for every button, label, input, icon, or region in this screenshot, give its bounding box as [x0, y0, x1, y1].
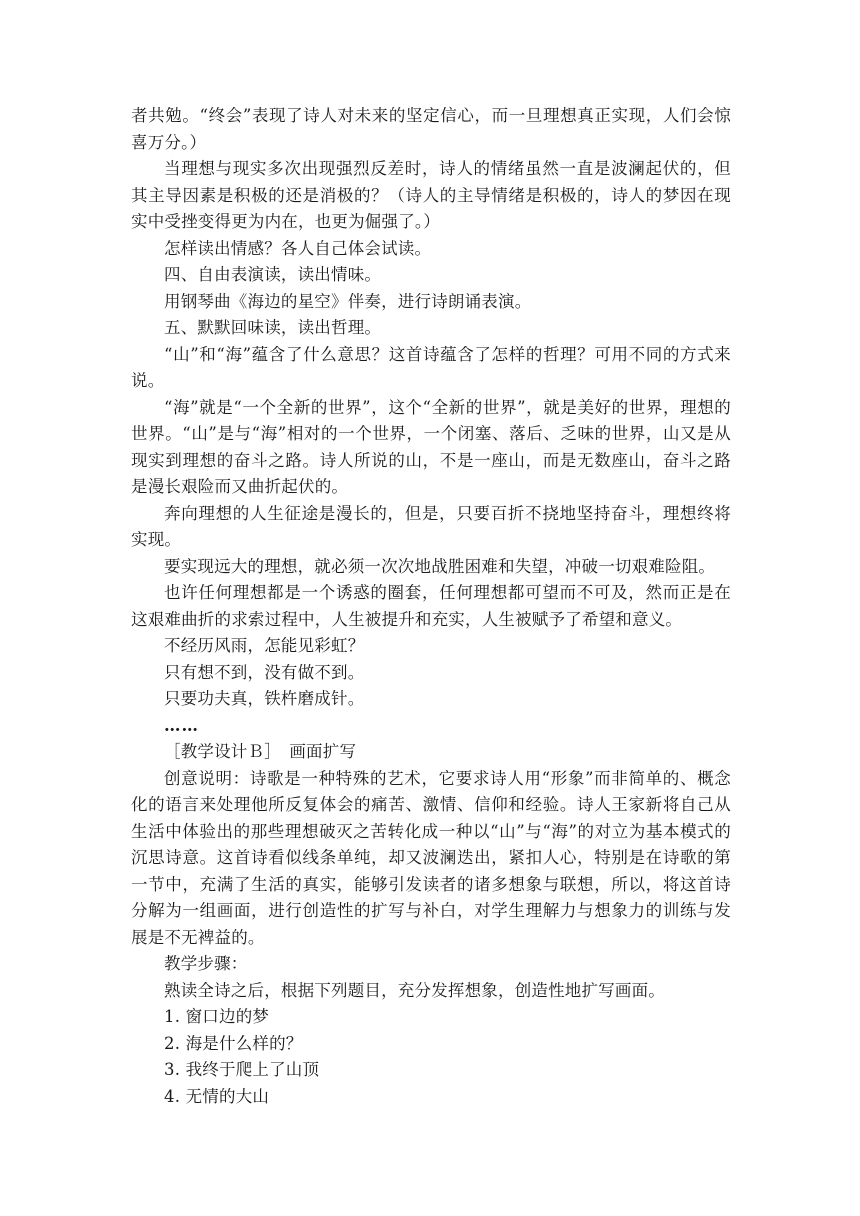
paragraph: 用钢琴曲《海边的星空》伴奏，进行诗朗诵表演。 [164, 291, 532, 311]
paragraph: 奔向理想的人生征途是漫长的，但是，只要百折不挠地坚持奋斗，理想终将实现。 [131, 503, 731, 549]
list-item: 3. 我终于爬上了山顶 [164, 1060, 320, 1079]
paragraph: 怎样读出情感？各人自己体会试读。 [164, 238, 432, 258]
quote-line: 只要功夫真，铁杵磨成针。 [164, 689, 365, 708]
section-heading-5: 五、默默回味读，读出哲理。 [164, 318, 382, 337]
paragraph: 者共勉。“终会”表现了诗人对未来的坚定信心，而一旦理想真正实现，人们会惊喜万分。） [131, 106, 731, 152]
section-heading-4: 四、自由表演读，读出情味。 [164, 265, 382, 284]
paragraph: 也许任何理想都是一个诱惑的圈套，任何理想都可望而不可及，然而正是在这艰难曲折的求索过程中，人生被提升和充实，人生被赋予了希望和意义。 [131, 583, 731, 629]
paragraph: 熟读全诗之后，根据下列题目，充分发挥想象，创造性地扩写画面。 [164, 980, 665, 1000]
paragraph: 当理想与现实多次出现强烈反差时，诗人的情绪虽然一直是波澜起伏的，但其主导因素是积极的还是消极的？（诗人的主导情绪是积极的，诗人的梦因在现实中受挫变得更为内在，也更为倔强了。） [131, 159, 731, 231]
paragraph: 要实现远大的理想，就必须一次次地战胜困难和失望，冲破一切艰难险阻。 [164, 556, 716, 576]
design-b-heading: ［教学设计Ｂ］ 画面扩写 [164, 742, 357, 761]
paragraph: “山”和“海”蕴含了什么意思？这首诗蕴含了怎样的哲理？可用不同的方式来说。 [131, 344, 731, 390]
list-item: 1. 窗口边的梦 [164, 1007, 270, 1026]
quote-line: 只有想不到，没有做不到。 [164, 662, 365, 682]
paragraph: “海”就是“一个全新的世界”，这个“全新的世界”，就是美好的世界，理想的世界。“山”是与“海”相对的一个世界，一个闭塞、落后、乏味的世界，山又是从现实到理想的奋斗之路。诗人所说的山，不是一座山，而是无数座山，奋斗之路是漫长艰险而又曲折起伏的。 [131, 397, 731, 496]
paragraph: 创意说明：诗歌是一种特殊的艺术，它要求诗人用“形象”而非简单的、概念化的语言来处理他所反复体会的痛苦、激情、信仰和经验。诗人王家新将自己从生活中体验出的那些理想破灭之苦转化成一种以“山”与“海”的对立为基本模式的沉思诗意。这首诗看似线条单纯，却又波澜迭出，紧扣人心，特别是在诗歌的第一节中，充满了生活的真实，能够引发读者的诸多想象与联想，所以，将这首诗分解为一组画面，进行创造性的扩写与补白，对学生理解力与想象力的训练与发展是不无裨益的。 [131, 768, 731, 947]
list-item: 4. 无情的大山 [164, 1086, 270, 1106]
quote-line: 不经历风雨，怎能见彩虹？ [164, 636, 365, 655]
ellipsis: …… [164, 715, 199, 735]
steps-heading: 教学步骤： [164, 954, 248, 973]
document-body [131, 103, 731, 1110]
list-item: 2. 海是什么样的？ [164, 1033, 303, 1053]
